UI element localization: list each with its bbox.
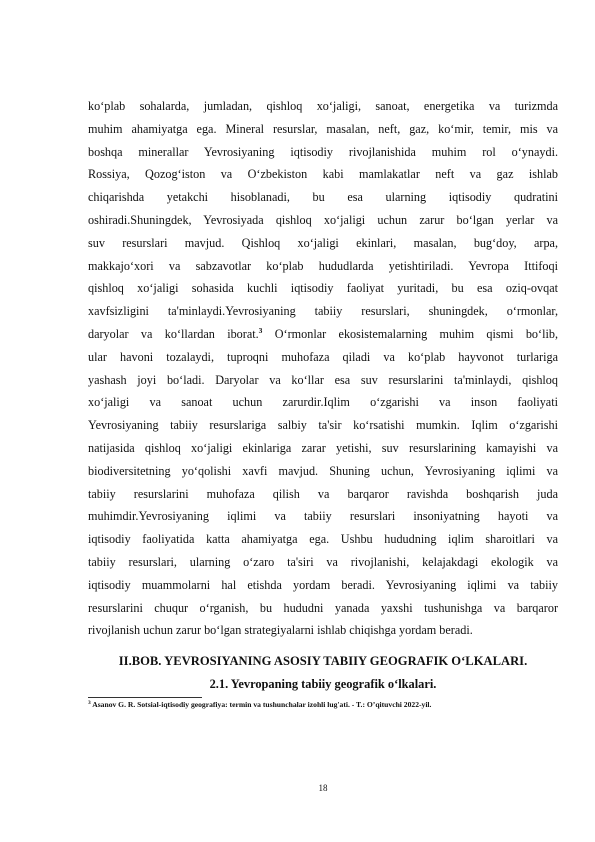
text-line: makkajo‘xori va sabzavotlar ko‘plab hududlarda yetishtiriladi. Yevropa Ittifoqi [88, 258, 558, 273]
text-line: rivojlanish uchun zarur bo‘lgan strategiyalarni ishlab chiqishga yordam beradi. [88, 623, 473, 638]
body-paragraph [88, 95, 558, 642]
text-line: ko‘plab sohalarda, jumladan, qishloq xo‘jaligi, sanoat, energetika va turizmda [88, 99, 558, 113]
footnote [88, 700, 558, 710]
section-heading: 2.1. Yevropaning tabiiy geografik o‘lkalari. [209, 677, 437, 691]
text-line: suv resurslari mavjud. Qishloq xo‘jaligi ekinlari, masalan, bug‘doy, arpa, [88, 235, 558, 250]
text-fragment: daryolar va ko‘llardan iborat. [88, 326, 259, 341]
footnote-text: Asanov G. R. Sotsial-iqtisodiy geografiya: termin va tushunchalar izohli lug'ati. - T.: O’qituvchi 2022-yil. [90, 700, 432, 709]
text-line: oshiradi.Shuningdek, Yevrosiyada qishloq xo‘jaligi uchun zarur bo‘lgan yerlar va [88, 212, 558, 227]
text-line: tabiiy resurslarini muhofaza qilish va barqaror ravishda boshqarish juda [88, 486, 558, 501]
footnote-mark: 3 [88, 700, 91, 706]
page-number: 18 [318, 783, 328, 793]
text-line: xavfsizligini ta'minlaydi.Yevrosiyaning tabiiy resurslari, shuningdek, o‘rmonlar, [88, 304, 558, 319]
text-line: iqtisodiy faoliyatida katta ahamiyatga ega. Ushbu hududning iqlim sharoitlari va [88, 532, 558, 547]
text-line: boshqa minerallar Yevrosiyaning iqtisodiy rivojlanishida muhim rol o‘ynaydi. [88, 144, 558, 159]
text-line: iqtisodiy muammolarni hal etishda yordam beradi. Yevrosiyaning iqlimi va tabiiy [88, 577, 558, 592]
text-line: yashash joyi bo‘ladi. Daryolar va ko‘llar esa suv resurslarini ta'minlaydi, qishloq [88, 372, 558, 387]
chapter-heading: II.BOB. YEVROSIYANING ASOSIY TABIIY GEOGRAFIK O‘LKALARI. [118, 654, 528, 668]
text-line: muhim ahamiyatga ega. Mineral resurslar, masalan, neft, gaz, ko‘mir, temir, mis va [88, 121, 558, 136]
footnote-reference[interactable]: 3 [258, 325, 263, 335]
text-line-with-footnote [88, 323, 558, 346]
text-line: qishloq xo‘jaligi sohasida kuchli iqtisodiy faoliyat yuritadi, bu esa oziq-ovqat [88, 281, 558, 296]
text-line: Yevrosiyaning tabiiy resurslariga salbiy ta'sir ko‘rsatishi mumkin. Iqlim o‘zgarishi [88, 418, 558, 433]
text-fragment: O‘rmonlar ekosistemalarning muhim qismi bo‘lib, [262, 326, 558, 341]
text-line: Rossiya, Qozog‘iston va O‘zbekiston kabi mamlakatlar neft va gaz ishlab [88, 167, 558, 182]
text-line: resurslarini chuqur o‘rganish, bu hududni yanada yaxshi tushunishga va barqaror [88, 600, 558, 615]
text-line: ular havoni tozalaydi, tuproqni muhofaza qiladi va ko‘plab hayvonot turlariga [88, 349, 558, 364]
text-line: tabiiy resurslari, ularning o‘zaro ta'siri va rivojlanishi, kelajakdagi ekologik va [88, 554, 558, 569]
text-line: xo‘jaligi va sanoat uchun zarurdir.Iqlim o‘zgarishi va inson faoliyati [88, 395, 558, 410]
text-line: natijasida qishloq xo‘jaligi ekinlariga zarar yetishi, suv resurslarining kamayishi va [88, 440, 558, 455]
text-line: muhimdir.Yevrosiyaning iqlimi va tabiiy resurslari insoniyatning hayoti va [88, 509, 558, 524]
footnote-divider [88, 697, 202, 698]
text-line: biodiversitetning yo‘qolishi xavfi mavjud. Shuning uchun, Yevrosiyaning iqlimi va [88, 463, 558, 478]
text-line: chiqarishda yetakchi hisoblanadi, bu esa ularning iqtisodiy qudratini [88, 190, 558, 205]
